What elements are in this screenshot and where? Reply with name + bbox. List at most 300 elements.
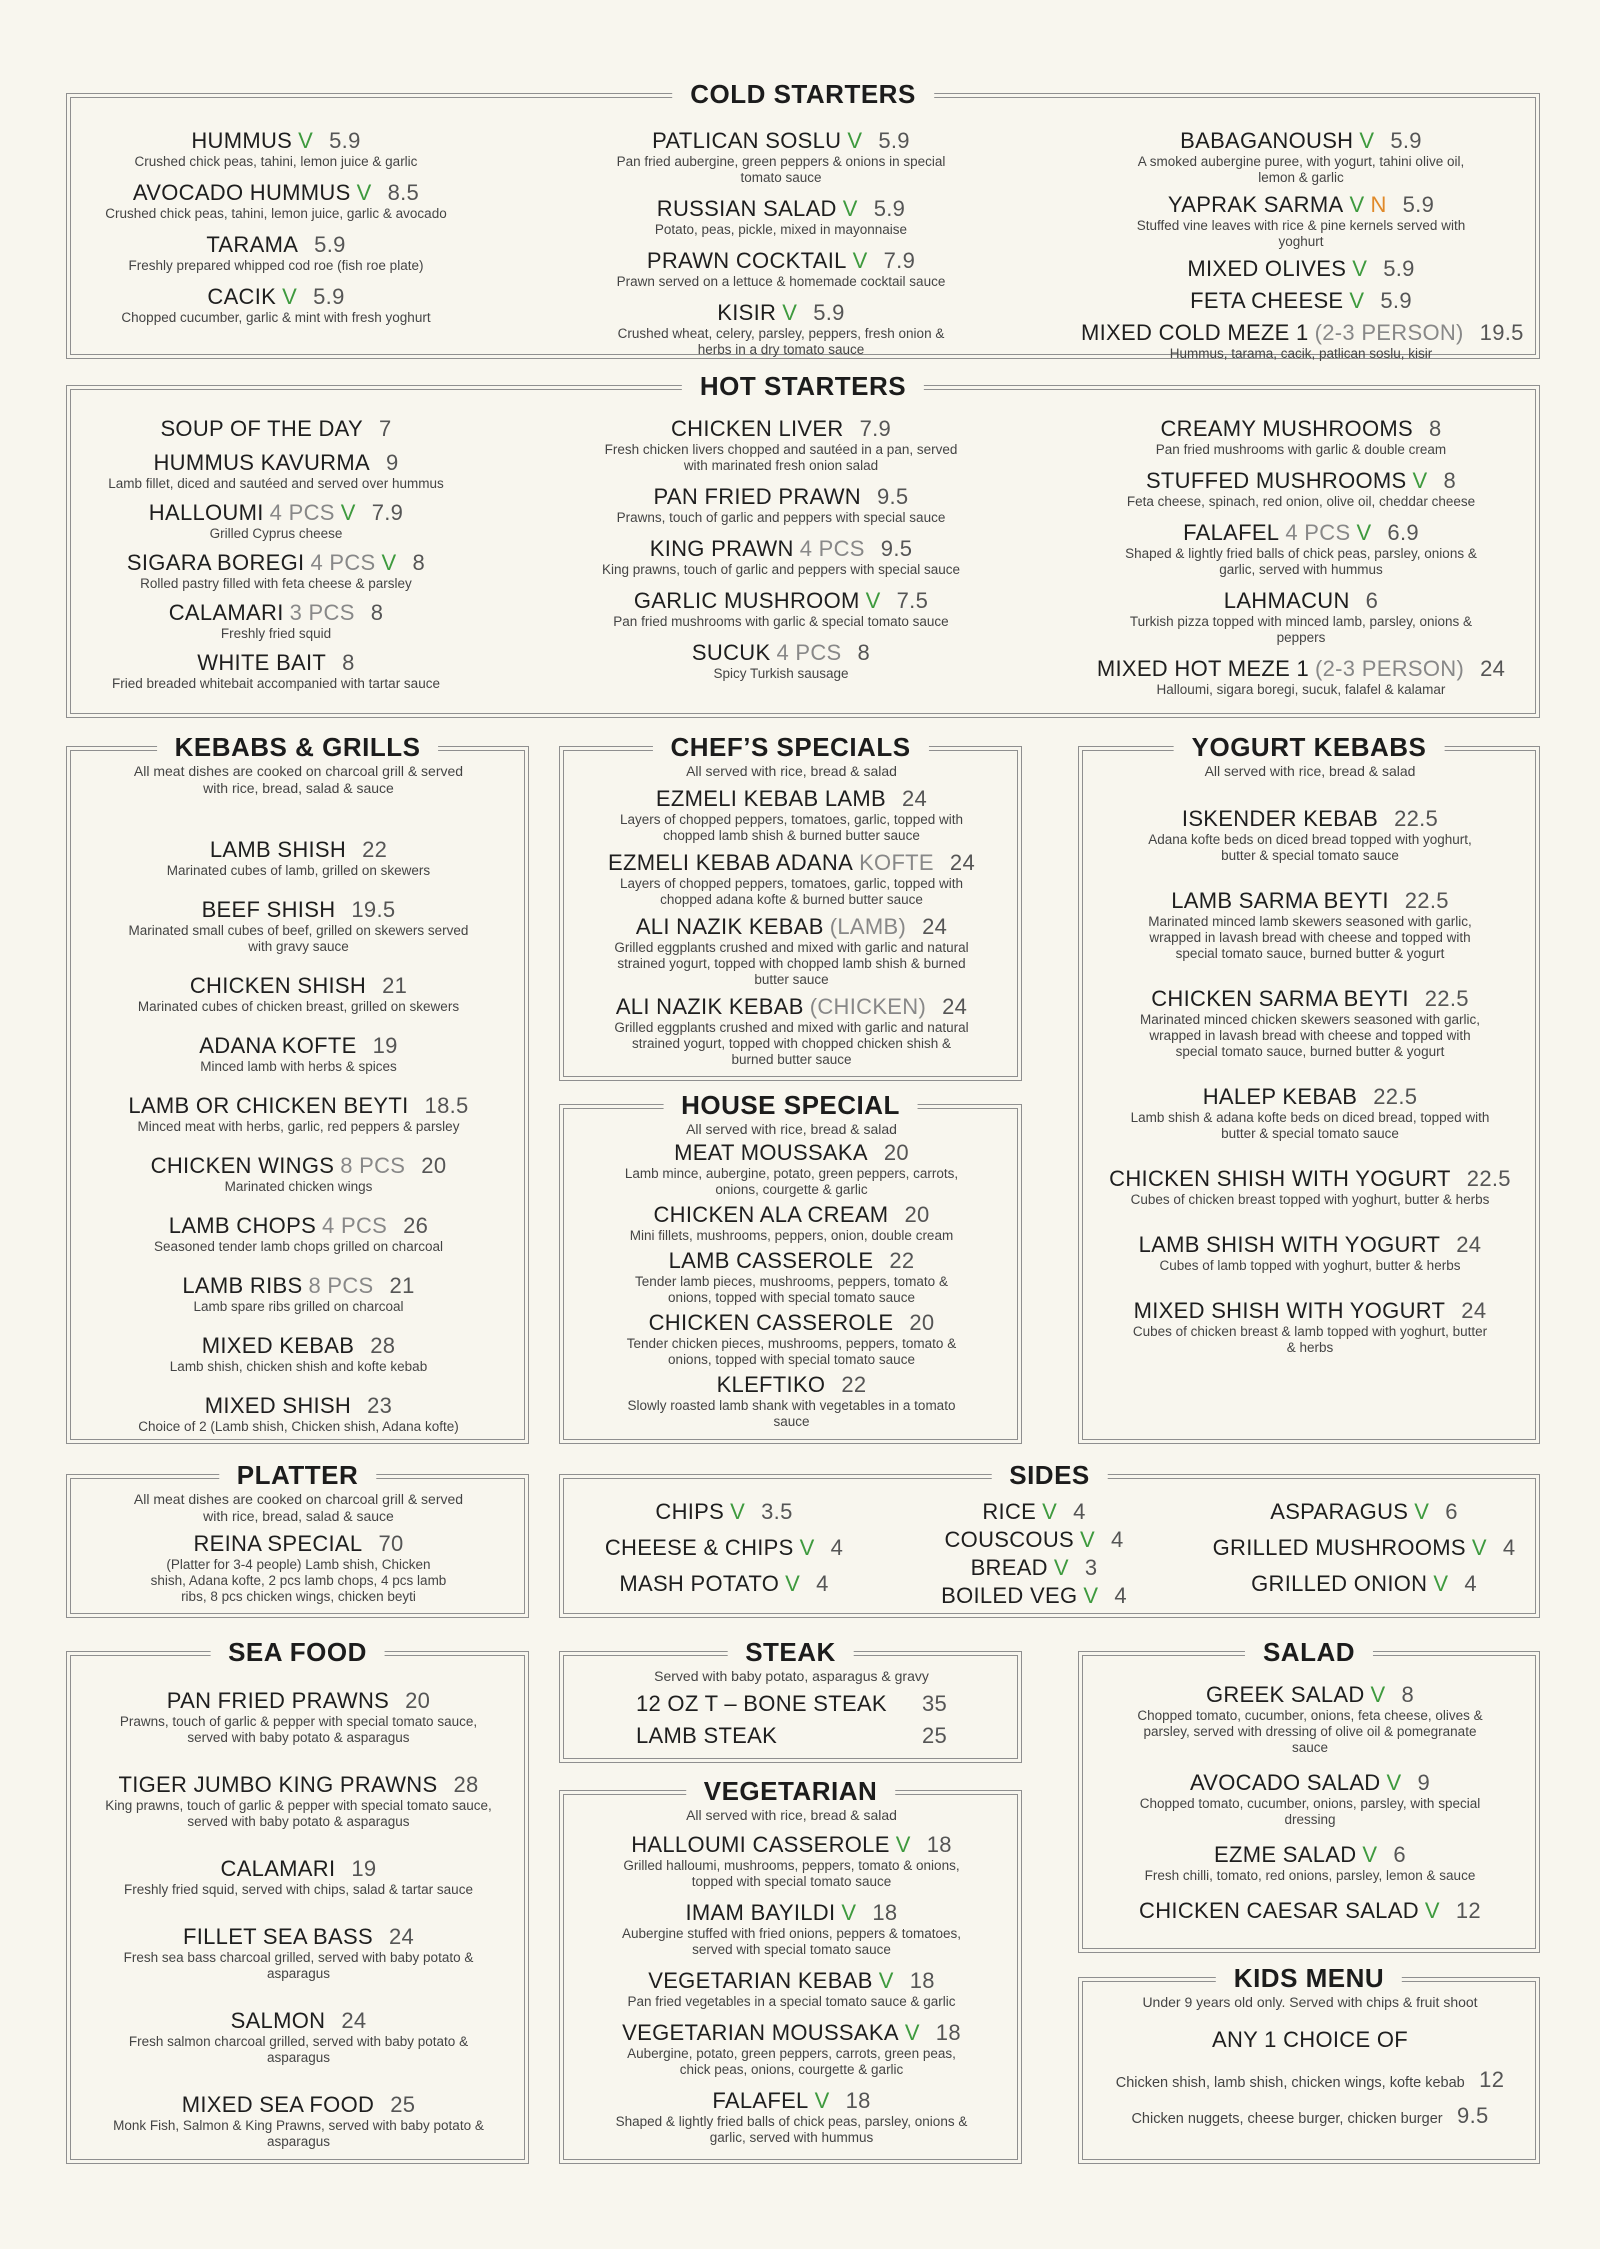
menu-item-name: LAMB CHOPS	[168, 1213, 317, 1238]
menu-item	[81, 2008, 516, 2066]
menu-item-description: Aubergine, potato, green peppers, carrots, green peas, chick peas, onions, courgette & garlic	[627, 2046, 956, 2077]
menu-item-description: Crushed wheat, celery, parsley, peppers, fresh onion & herbs in a dry tomato sauce	[617, 326, 945, 357]
menu-item-name: PRAWN COCKTAIL	[646, 248, 847, 273]
menu-item-price: 19.5	[1479, 320, 1524, 345]
column	[81, 1491, 516, 1605]
menu-item-description: Cubes of chicken breast & lamb topped with yoghurt, butter & herbs	[1132, 1324, 1488, 1355]
vegetarian-mark: V	[1386, 1770, 1402, 1795]
menu-item-price: 28	[370, 1333, 396, 1358]
menu-item-name: CHICKEN CASSEROLE	[648, 1310, 894, 1335]
menu-item-price: 19	[351, 1856, 377, 1881]
menu-item-description: Spicy Turkish sausage	[713, 666, 849, 681]
menu-item	[551, 536, 1011, 578]
menu-item-name: ASPARAGUS	[1270, 1499, 1409, 1524]
vegetarian-mark: V	[1424, 1898, 1440, 1923]
menu-item-price: 5.9	[314, 232, 346, 257]
menu-item-price: 6	[1445, 1499, 1458, 1524]
menu-item-price: 9	[1417, 1770, 1431, 1795]
menu-item-description: Freshly prepared whipped cod roe (fish roe plate)	[128, 258, 424, 273]
menu-item	[81, 2092, 516, 2150]
vegetarian-mark: V	[782, 300, 798, 325]
menu-item-description: Minced lamb with herbs & spices	[200, 1059, 397, 1074]
menu-item	[1088, 1770, 1532, 1828]
menu-item-name: CHICKEN WINGS	[150, 1153, 335, 1178]
vegetarian-mark: V	[1349, 288, 1365, 313]
column	[574, 763, 1009, 1068]
menu-item-name: HALEP KEBAB	[1202, 1084, 1358, 1109]
menu-item-description: Marinated small cubes of beef, grilled on skewers served with gravy sauce	[128, 923, 469, 954]
menu-item	[551, 248, 1011, 290]
menu-item-line	[574, 1968, 1009, 1994]
menu-item-price: 22	[841, 1372, 867, 1397]
menu-item-price: 8	[857, 640, 871, 665]
menu-item	[81, 1856, 516, 1898]
section-title: YOGURT KEBABS	[1174, 732, 1445, 763]
menu-item-line	[1081, 588, 1521, 614]
vegetarian-mark: V	[1370, 1682, 1386, 1707]
menu-item-line	[564, 1571, 884, 1597]
section-title: VEGETARIAN	[686, 1776, 896, 1807]
menu-item-name: RUSSIAN SALAD	[656, 196, 837, 221]
vegetarian-mark: V	[1042, 1499, 1058, 1524]
menu-item-price: 22.5	[1404, 888, 1449, 913]
menu-item-name: CHEESE & CHIPS	[604, 1535, 794, 1560]
menu-item	[1081, 468, 1521, 510]
menu-item	[91, 128, 461, 170]
vegetarian-mark: V	[1349, 192, 1365, 217]
menu-item-description: Stuffed vine leaves with rice & pine kernels served with yoghurt	[1136, 218, 1466, 249]
section-cold-starters	[70, 79, 1536, 361]
column	[91, 128, 461, 326]
kids-row-price: 12	[1479, 2067, 1505, 2092]
vegetarian-mark: V	[1433, 1571, 1449, 1596]
menu-item-description: Turkish pizza topped with minced lamb, parsley, onions & peppers	[1129, 614, 1473, 645]
menu-item-name: MIXED SEA FOOD	[181, 2092, 375, 2117]
menu-item-line	[551, 588, 1011, 614]
menu-item-description: Chopped tomato, cucumber, onions, feta cheese, olives & parsley, served with dressing of olive oil & pomegranate sauce	[1137, 1708, 1483, 1755]
section-note: All meat dishes are cooked on charcoal grill & served with rice, bread, salad & sauce	[133, 763, 464, 796]
menu-item-description: Lamb shish, chicken shish and kofte kebab	[169, 1359, 428, 1374]
menu-item-name: IMAM BAYILDI	[685, 1900, 836, 1925]
menu-item	[574, 2020, 1009, 2078]
section-title: SEA FOOD	[210, 1637, 385, 1668]
menu-item-qualifier: 8 PCS	[308, 1273, 374, 1298]
menu-item-qualifier: 3 PCS	[289, 600, 355, 625]
kids-row-text: Chicken shish, lamb shish, chicken wings, kofte kebab	[1115, 2075, 1465, 2091]
menu-item	[564, 1571, 884, 1597]
vegetarian-mark: V	[381, 550, 397, 575]
menu-item-description: Grilled halloumi, mushrooms, peppers, tomato & onions, topped with special tomato sauce	[623, 1858, 960, 1889]
menu-item-name: EZME SALAD	[1214, 1842, 1357, 1867]
menu-item-line	[1088, 1682, 1532, 1708]
menu-item-price: 35	[921, 1691, 948, 1716]
column	[574, 1668, 1009, 1749]
menu-item-name: LAMB RIBS	[182, 1273, 303, 1298]
menu-item-line	[1081, 192, 1521, 218]
section-hot-starters	[70, 371, 1536, 714]
menu-item-line	[1081, 520, 1521, 546]
menu-item-description: Freshly fried squid	[220, 626, 332, 641]
menu-item-name: HALLOUMI CASSEROLE	[631, 1832, 890, 1857]
menu-item-qualifier: 4 PCS	[1285, 520, 1351, 545]
menu-item	[574, 994, 1009, 1068]
menu-item-description: Marinated chicken wings	[224, 1179, 373, 1194]
menu-item-name: LAMB CASSEROLE	[668, 1248, 874, 1273]
menu-item-description: Layers of chopped peppers, tomatoes, garlic, topped with chopped lamb shish & burned butter sauce	[620, 812, 963, 843]
section-title: KEBABS & GRILLS	[157, 732, 439, 763]
menu-item-description: Fresh salmon charcoal grilled, served with baby potato & asparagus	[128, 2034, 469, 2065]
menu-item-line	[874, 1499, 1194, 1525]
menu-item	[81, 1093, 516, 1135]
menu-item-line	[574, 2088, 1009, 2114]
menu-item	[1081, 128, 1521, 186]
menu-item-name: SOUP OF THE DAY	[160, 416, 363, 441]
menu-item-price: 5.9	[329, 128, 361, 153]
menu-item-line	[81, 1531, 516, 1557]
menu-item-price: 4	[1114, 1583, 1127, 1608]
menu-item-price: 24	[1461, 1298, 1487, 1323]
menu-item-price: 5.9	[1380, 288, 1412, 313]
menu-item-description: Aubergine stuffed with fried onions, peppers & tomatoes, served with special tomato sauce	[622, 1926, 961, 1957]
menu-item-price: 28	[453, 1772, 479, 1797]
menu-item-line	[81, 897, 516, 923]
menu-item-line	[81, 1033, 516, 1059]
menu-item	[1088, 806, 1532, 864]
section-note: All served with rice, bread & salad	[1204, 763, 1416, 779]
menu-item-description: Fresh chicken livers chopped and sautéed in a pan, served with marinated fresh onion salad	[604, 442, 958, 473]
menu-item-price: 20	[421, 1153, 447, 1178]
menu-item	[81, 1924, 516, 1982]
menu-item-description: Lamb shish & adana kofte beds on diced bread, topped with butter & special tomato sauce	[1130, 1110, 1490, 1141]
menu-item-qualifier: (CHICKEN)	[809, 994, 927, 1019]
section-yogurt-kebabs	[1082, 732, 1536, 1440]
menu-item-name: FALAFEL	[1183, 520, 1280, 545]
menu-item-price: 5.9	[1383, 256, 1415, 281]
column	[1088, 1682, 1532, 1924]
menu-item-name: AVOCADO SALAD	[1189, 1770, 1381, 1795]
menu-item-price: 6	[1365, 588, 1379, 613]
column	[564, 1499, 884, 1597]
menu-item	[81, 837, 516, 879]
menu-item	[551, 196, 1011, 238]
menu-item	[574, 786, 1009, 844]
vegetarian-mark: V	[730, 1499, 746, 1524]
menu-item-name: BEEF SHISH	[201, 897, 336, 922]
menu-item-line	[551, 196, 1011, 222]
menu-item-line	[1194, 1571, 1534, 1597]
menu-item	[1081, 416, 1521, 458]
menu-item-price: 5.9	[1402, 192, 1435, 217]
menu-item-price: 5.9	[313, 284, 345, 309]
menu-item	[551, 484, 1011, 526]
menu-item	[1194, 1499, 1534, 1525]
menu-item-name: TARAMA	[206, 232, 299, 257]
vegetarian-mark: V	[1414, 1499, 1430, 1524]
menu-item-name: CREAMY MUSHROOMS	[1160, 416, 1413, 441]
menu-item-line	[1088, 1166, 1532, 1192]
menu-item-line	[91, 180, 461, 206]
menu-item-price: 19.5	[351, 897, 396, 922]
menu-item-price: 22	[362, 837, 388, 862]
menu-item-line	[551, 536, 1011, 562]
menu-item-name: ALI NAZIK KEBAB	[635, 914, 824, 939]
kids-row	[1088, 2067, 1532, 2093]
menu-item-price: 24	[942, 994, 968, 1019]
section-kebabs-grills	[70, 732, 525, 1440]
menu-item-price: 22.5	[1466, 1166, 1511, 1191]
menu-item-line	[574, 1372, 1009, 1398]
menu-item-name: PAN FRIED PRAWNS	[166, 1688, 390, 1713]
menu-item-name: MIXED SHISH WITH YOGURT	[1133, 1298, 1446, 1323]
menu-item-price: 20	[405, 1688, 431, 1713]
menu-item	[874, 1527, 1194, 1553]
menu-item-price: 7.9	[371, 500, 404, 525]
menu-item-name: SUCUK	[691, 640, 771, 665]
menu-item-description: King prawns, touch of garlic & pepper with special tomato sauce, served with baby potato & asparagus	[105, 1798, 492, 1829]
menu-item-qualifier: (2-3 PERSON)	[1315, 656, 1465, 681]
menu-item-name: MIXED HOT MEZE 1	[1096, 656, 1310, 681]
menu-item-price: 21	[389, 1273, 415, 1298]
menu-item	[1194, 1535, 1534, 1561]
menu-item-description: Prawn served on a lettuce & homemade cocktail sauce	[616, 274, 946, 289]
menu-item-name: LAHMACUN	[1223, 588, 1350, 613]
menu-item-description: Shaped & lightly fried balls of chick peas, parsley, onions & garlic, served with hummus	[615, 2114, 968, 2145]
menu-item-price: 3	[1084, 1555, 1098, 1580]
menu-item-description: Crushed chick peas, tahini, lemon juice & garlic	[134, 154, 418, 169]
vegetarian-mark: V	[1352, 256, 1368, 281]
menu-item-description: Mini fillets, mushrooms, peppers, onion, double cream	[629, 1228, 954, 1243]
menu-item-name: LAMB OR CHICKEN BEYTI	[128, 1093, 409, 1118]
vegetarian-mark: V	[842, 196, 858, 221]
section-title: SALAD	[1245, 1637, 1373, 1668]
menu-item	[551, 300, 1011, 358]
column	[91, 416, 461, 692]
menu-item-line	[574, 1832, 1009, 1858]
menu-item-line	[81, 1772, 516, 1798]
menu-item-price: 18.5	[424, 1093, 469, 1118]
menu-item	[1088, 888, 1532, 962]
menu-item-line	[574, 2020, 1009, 2046]
menu-item-price: 18	[926, 1832, 952, 1857]
menu-item-description: Marinated minced lamb skewers seasoned with garlic, wrapped in lavash bread with cheese and topped with special tomato sauce, burned butter & yogurt	[1148, 914, 1472, 961]
menu-item-price: 5.9	[873, 196, 906, 221]
section-title: HOT STARTERS	[682, 371, 924, 402]
menu-item-line	[81, 2008, 516, 2034]
menu-item	[81, 1393, 516, 1435]
menu-item-line	[81, 1273, 516, 1299]
menu-item-name: YAPRAK SARMA	[1167, 192, 1344, 217]
menu-item-description: Grilled eggplants crushed and mixed with garlic and natural strained yogurt, topped with chopped lamb shish & burned butter sauce	[614, 940, 969, 987]
column	[574, 1807, 1009, 2146]
menu-item-description: Pan fried vegetables in a special tomato sauce & garlic	[627, 1994, 956, 2009]
menu-item-line	[81, 1213, 516, 1239]
menu-item	[81, 1273, 516, 1315]
menu-item-name: CHICKEN SHISH	[189, 973, 367, 998]
vegetarian-mark: V	[865, 588, 881, 613]
menu-item-price: 20	[883, 1140, 909, 1165]
menu-item	[574, 850, 1009, 908]
menu-item	[574, 1202, 1009, 1244]
menu-item-description: Fried breaded whitebait accompanied with tartar sauce	[112, 676, 440, 691]
menu-item-name: ALI NAZIK KEBAB	[615, 994, 804, 1019]
menu-item-description: Potato, peas, pickle, mixed in mayonnaise	[654, 222, 908, 237]
menu-item-price: 8	[1428, 416, 1442, 441]
nuts-mark: N	[1370, 192, 1387, 217]
menu-item-price: 4	[1464, 1571, 1477, 1596]
menu-item	[1088, 1842, 1532, 1884]
menu-item-description: Halloumi, sigara boregi, sucuk, falafel & kalamar	[1156, 682, 1446, 697]
menu-item-line	[551, 484, 1011, 510]
menu-item	[551, 588, 1011, 630]
column	[1194, 1499, 1534, 1597]
menu-item-name: HUMMUS	[191, 128, 293, 153]
menu-item-description: Pan fried aubergine, green peppers & onions in special tomato sauce	[616, 154, 946, 185]
vegetarian-mark: V	[799, 1535, 815, 1560]
menu-item-line	[91, 232, 461, 258]
menu-item	[81, 1688, 516, 1746]
menu-item-description: Cubes of lamb topped with yoghurt, butter & herbs	[1159, 1258, 1461, 1273]
column	[1088, 763, 1532, 1356]
menu-item-qualifier: (2-3 PERSON)	[1314, 320, 1464, 345]
menu-item	[1088, 1084, 1532, 1142]
menu-item	[1081, 656, 1521, 698]
menu-item	[81, 897, 516, 955]
menu-item-line	[574, 1310, 1009, 1336]
menu-item-name: CHICKEN CAESAR SALAD	[1139, 1898, 1419, 1923]
vegetarian-mark: V	[340, 500, 356, 525]
menu-item-line	[574, 1723, 1009, 1749]
menu-item-description: Marinated cubes of lamb, grilled on skewers	[166, 863, 431, 878]
vegetarian-mark: V	[1053, 1555, 1069, 1580]
menu-item-price: 9	[385, 450, 399, 475]
menu-item-name: RICE	[982, 1499, 1037, 1524]
menu-item-price: 20	[909, 1310, 935, 1335]
menu-item	[1088, 1166, 1532, 1208]
menu-item	[1081, 288, 1521, 314]
menu-item-price: 25	[921, 1723, 948, 1748]
menu-item-price: 4	[1110, 1527, 1124, 1552]
vegetarian-mark: V	[878, 1968, 894, 1993]
menu-item-qualifier: KOFTE	[859, 850, 934, 875]
menu-item-price: 6.9	[1387, 520, 1419, 545]
menu-item-qualifier: (LAMB)	[829, 914, 907, 939]
vegetarian-mark: V	[298, 128, 314, 153]
menu-item-price: 9.5	[880, 536, 913, 561]
menu-item-description: Prawns, touch of garlic and peppers with special sauce	[616, 510, 946, 525]
section-note: All served with rice, bread & salad	[686, 763, 897, 779]
menu-item-name: LAMB STEAK	[635, 1723, 778, 1748]
section-title: KIDS MENU	[1216, 1963, 1402, 1994]
menu-item-line	[1088, 1084, 1532, 1110]
menu-item-description: Pan fried mushrooms with garlic & double cream	[1155, 442, 1447, 457]
vegetarian-mark: V	[847, 128, 863, 153]
menu-item-name: LAMB SHISH WITH YOGURT	[1138, 1232, 1441, 1257]
menu-item	[574, 1832, 1009, 1890]
kids-row-price: 9.5	[1457, 2103, 1489, 2128]
menu-item-description: Layers of chopped peppers, tomatoes, garlic, topped with chopped adana kofte & burned butter sauce	[620, 876, 963, 907]
menu-item-name: PAN FRIED PRAWN	[653, 484, 861, 509]
menu-item-line	[81, 1688, 516, 1714]
menu-item-line	[874, 1583, 1194, 1609]
menu-item-line	[91, 550, 461, 576]
column	[551, 128, 1011, 358]
menu-item-price: 4	[1073, 1499, 1086, 1524]
menu-item-name: WHITE BAIT	[197, 650, 327, 675]
vegetarian-mark: V	[1080, 1527, 1095, 1552]
menu-item-price: 4	[816, 1571, 829, 1596]
menu-item-price: 8	[412, 550, 426, 575]
menu-item-description: Seasoned tender lamb chops grilled on charcoal	[154, 1239, 443, 1254]
menu-item-name: LAMB SARMA BEYTI	[1171, 888, 1389, 913]
menu-item	[564, 1499, 884, 1525]
section-title: STEAK	[727, 1637, 854, 1668]
menu-item-line	[564, 1499, 884, 1525]
menu-item-qualifier: 4 PCS	[310, 550, 376, 575]
menu-item-line	[574, 786, 1009, 812]
menu-item-qualifier: 8 PCS	[340, 1153, 406, 1178]
menu-item-price: 4	[830, 1535, 844, 1560]
menu-item-price: 24	[1480, 656, 1506, 681]
menu-item-price: 26	[403, 1213, 429, 1238]
menu-item-description: Freshly fried squid, served with chips, salad & tartar sauce	[124, 1882, 473, 1897]
menu-item	[81, 1772, 516, 1830]
menu-item-price: 7	[379, 416, 392, 441]
menu-item-name: SALMON	[230, 2008, 326, 2033]
menu-item-name: BREAD	[970, 1555, 1048, 1580]
menu-item-line	[1088, 888, 1532, 914]
menu-item-price: 5.9	[1390, 128, 1422, 153]
menu-item-line	[81, 2092, 516, 2118]
section-sea-food	[70, 1637, 525, 2160]
menu-item	[91, 600, 461, 642]
menu-item-line	[574, 1248, 1009, 1274]
menu-item	[1088, 1298, 1532, 1356]
menu-item-line	[1081, 468, 1521, 494]
menu-item-name: CHIPS	[655, 1499, 725, 1524]
menu-item-price: 5.9	[813, 300, 845, 325]
menu-item-name: GARLIC MUSHROOM	[633, 588, 860, 613]
menu-item-line	[81, 1333, 516, 1359]
kids-row-text: Chicken nuggets, cheese burger, chicken burger	[1131, 2111, 1443, 2127]
menu-item-line	[91, 416, 461, 442]
menu-item-description: Lamb mince, aubergine, potato, green peppers, carrots, onions, courgette & garlic	[624, 1166, 959, 1197]
menu-item-name: REINA SPECIAL	[193, 1531, 363, 1556]
menu-item	[81, 1153, 516, 1195]
menu-item-line	[551, 128, 1011, 154]
menu-item-line	[1081, 256, 1521, 282]
menu-item-line	[1088, 1898, 1532, 1924]
menu-item-line	[81, 1393, 516, 1419]
menu-item-line	[874, 1555, 1194, 1581]
menu-item-line	[1194, 1499, 1534, 1525]
menu-item-line	[551, 416, 1011, 442]
menu-item-name: CACIK	[207, 284, 277, 309]
menu-item	[564, 1535, 884, 1561]
menu-item-line	[1088, 1298, 1532, 1324]
section-title: HOUSE SPECIAL	[663, 1090, 918, 1121]
menu-item-name: VEGETARIAN MOUSSAKA	[622, 2020, 899, 2045]
menu-item	[574, 1310, 1009, 1368]
menu-item	[874, 1499, 1194, 1525]
kids-row	[1088, 2103, 1532, 2129]
menu-item-description: (Platter for 3-4 people) Lamb shish, Chicken shish, Adana kofte, 2 pcs lamb chops, 4 pcs lamb ribs, 8 pcs chicken wings, chicken beyti	[150, 1557, 447, 1604]
section-title: COLD STARTERS	[672, 79, 934, 110]
menu-item	[1081, 588, 1521, 646]
menu-item-price: 8	[342, 650, 355, 675]
menu-item	[81, 1033, 516, 1075]
section-salad	[1082, 1637, 1536, 1949]
section-vegetarian	[563, 1776, 1018, 2160]
